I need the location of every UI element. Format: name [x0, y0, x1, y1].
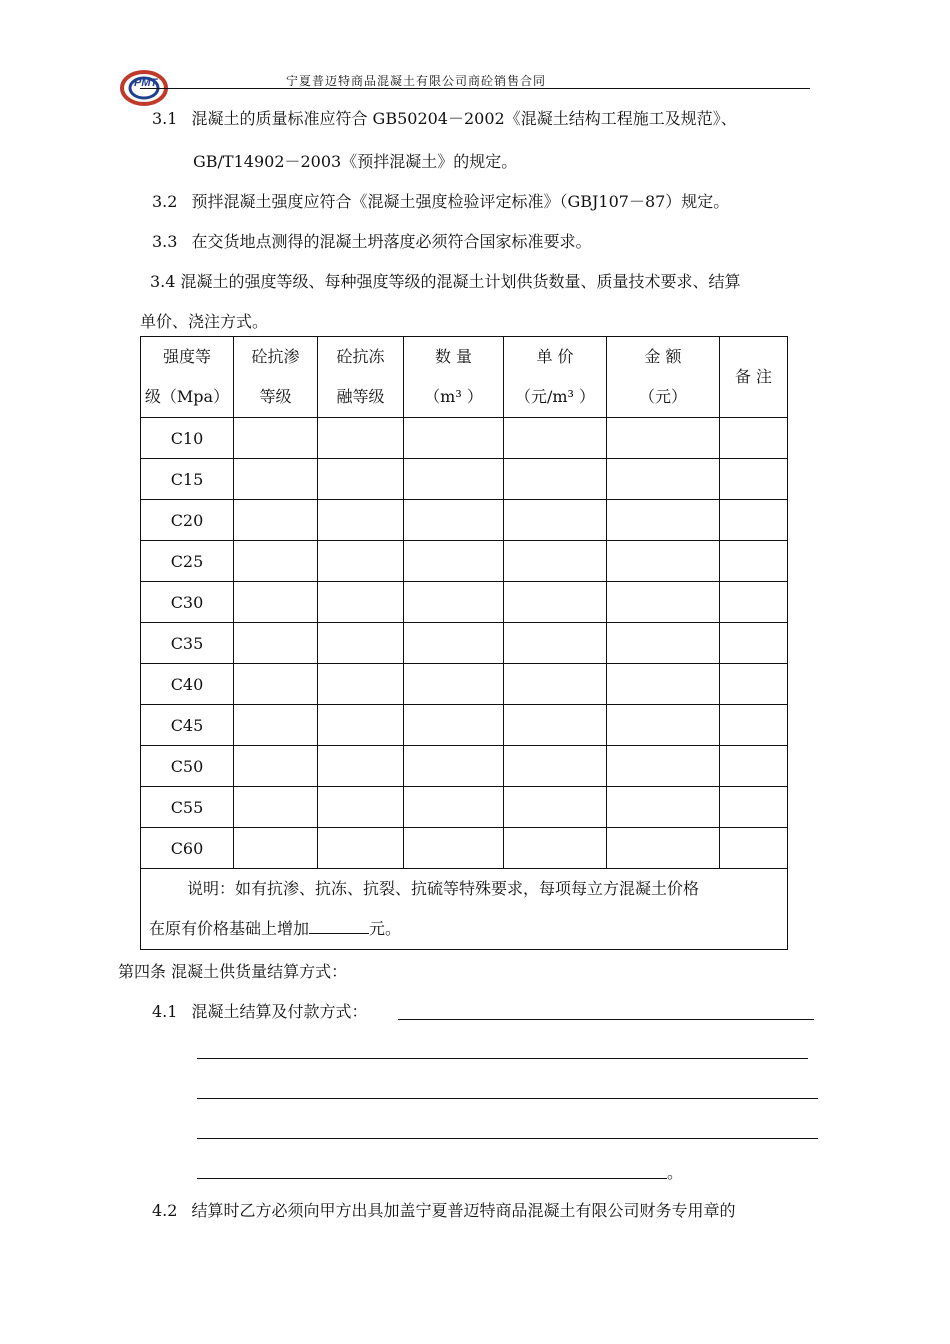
table-cell[interactable]: [504, 541, 607, 582]
header-freeze-thaw: 砼抗冻 融等级: [318, 337, 404, 418]
clause-text: 在交货地点测得的混凝土坍落度必须符合国家标准要求。: [191, 232, 592, 251]
table-cell[interactable]: [404, 623, 504, 664]
table-cell[interactable]: [720, 418, 788, 459]
table-row: [141, 582, 788, 623]
grade-cell: C60: [141, 828, 234, 869]
concrete-spec-table: [140, 336, 788, 950]
table-cell[interactable]: [607, 787, 720, 828]
table-cell[interactable]: [504, 828, 607, 869]
company-logo: [118, 64, 170, 108]
table-cell[interactable]: [234, 664, 318, 705]
table-cell[interactable]: [720, 746, 788, 787]
clause-3-1-cont: GB/T14902－2003《预拌混凝土》的规定。: [193, 152, 518, 171]
table-cell[interactable]: [234, 582, 318, 623]
table-cell[interactable]: [318, 582, 404, 623]
clause-text: 混凝土结算及付款方式：: [191, 1002, 368, 1021]
header-rule: [140, 88, 810, 89]
grade-cell: C35: [141, 623, 234, 664]
payment-method-blank-3[interactable]: [197, 1098, 818, 1099]
table-cell[interactable]: [504, 787, 607, 828]
table-cell[interactable]: [318, 746, 404, 787]
payment-method-blank-5[interactable]: [197, 1178, 667, 1179]
table-cell[interactable]: [504, 705, 607, 746]
table-cell[interactable]: [720, 705, 788, 746]
table-note: [141, 869, 788, 950]
table-cell[interactable]: [720, 459, 788, 500]
table-cell[interactable]: [318, 705, 404, 746]
table-cell[interactable]: [607, 828, 720, 869]
table-row: [141, 664, 788, 705]
table-cell[interactable]: [404, 705, 504, 746]
table-row: [141, 459, 788, 500]
clause-4-2: [152, 1198, 735, 1221]
clause-3-4-cont: 单价、浇注方式。: [140, 312, 269, 331]
clause-3-2: [152, 189, 729, 212]
table-cell[interactable]: [234, 459, 318, 500]
clause-4-1: [152, 999, 367, 1022]
header-impermeability: 砼抗渗 等级: [234, 337, 318, 418]
header-title: 宁夏普迈特商品混凝土有限公司商砼销售合同: [286, 74, 547, 88]
payment-method-blank-1[interactable]: [398, 1019, 814, 1020]
table-cell[interactable]: [404, 459, 504, 500]
table-cell[interactable]: [720, 582, 788, 623]
table-cell[interactable]: [318, 664, 404, 705]
table-cell[interactable]: [404, 828, 504, 869]
table-row: [141, 705, 788, 746]
table-cell[interactable]: [234, 500, 318, 541]
table-cell[interactable]: [607, 623, 720, 664]
table-cell[interactable]: [234, 623, 318, 664]
table-row: [141, 828, 788, 869]
table-cell[interactable]: [318, 418, 404, 459]
table-cell[interactable]: [234, 787, 318, 828]
clause-3-1: [152, 106, 737, 129]
table-cell[interactable]: [607, 500, 720, 541]
table-cell[interactable]: [404, 787, 504, 828]
payment-method-blank-2[interactable]: [197, 1058, 808, 1059]
table-cell[interactable]: [404, 418, 504, 459]
table-cell[interactable]: [234, 418, 318, 459]
grade-cell: C50: [141, 746, 234, 787]
table-cell[interactable]: [234, 705, 318, 746]
grade-cell: C25: [141, 541, 234, 582]
clause-text: 混凝土的质量标准应符合 GB50204－2002《混凝土结构工程施工及规范》、: [191, 109, 737, 128]
payment-method-blank-4[interactable]: [197, 1138, 818, 1139]
table-row: [141, 541, 788, 582]
table-cell[interactable]: [318, 500, 404, 541]
table-cell[interactable]: [720, 623, 788, 664]
grade-cell: C15: [141, 459, 234, 500]
table-cell[interactable]: [720, 500, 788, 541]
clause-4-1-end: 。: [667, 1163, 684, 1182]
table-cell[interactable]: [504, 418, 607, 459]
table-cell[interactable]: [404, 664, 504, 705]
table-cell[interactable]: [234, 541, 318, 582]
clause-number: 3.1: [152, 109, 178, 128]
table-row: [141, 623, 788, 664]
table-cell[interactable]: [318, 541, 404, 582]
table-note-row: [141, 869, 788, 950]
table-cell[interactable]: [720, 541, 788, 582]
grade-cell: C30: [141, 582, 234, 623]
note-line-1: 说明：如有抗渗、抗冻、抗裂、抗硫等特殊要求，每项每立方混凝土价格: [187, 879, 700, 898]
grade-cell: C55: [141, 787, 234, 828]
table-cell[interactable]: [234, 746, 318, 787]
table-row: [141, 418, 788, 459]
clause-text: 预拌混凝土强度应符合《混凝土强度检验评定标准》（GBJ107－87）规定。: [191, 192, 730, 211]
clause-3-4: 3.4 混凝土的强度等级、每种强度等级的混凝土计划供货数量、质量技术要求、结算: [150, 272, 741, 291]
table-cell[interactable]: [504, 664, 607, 705]
grade-cell: C20: [141, 500, 234, 541]
table-cell[interactable]: [504, 500, 607, 541]
price-increase-blank[interactable]: [309, 919, 369, 934]
table-cell[interactable]: [234, 828, 318, 869]
table-cell[interactable]: [607, 582, 720, 623]
table-cell[interactable]: [607, 664, 720, 705]
logo-text: PMT: [134, 77, 158, 89]
table-cell[interactable]: [607, 705, 720, 746]
article-4-title: 第四条 混凝土供货量结算方式：: [118, 962, 348, 981]
table-cell[interactable]: [318, 828, 404, 869]
table-cell[interactable]: [318, 459, 404, 500]
table-cell[interactable]: [607, 418, 720, 459]
table-cell[interactable]: [404, 746, 504, 787]
table-cell[interactable]: [504, 582, 607, 623]
table-cell[interactable]: [318, 787, 404, 828]
table-cell[interactable]: [318, 623, 404, 664]
clause-number: 3.3: [152, 232, 178, 251]
grade-cell: C10: [141, 418, 234, 459]
table-cell[interactable]: [607, 746, 720, 787]
clause-number: 4.2: [152, 1201, 178, 1220]
table-cell[interactable]: [607, 459, 720, 500]
header-amount: 金 额 （元）: [607, 337, 720, 418]
table-row: [141, 787, 788, 828]
table-row: [141, 500, 788, 541]
table-cell[interactable]: [607, 541, 720, 582]
table-cell[interactable]: [404, 541, 504, 582]
table-header-row: [141, 337, 788, 418]
header-remarks: 备 注: [720, 337, 788, 418]
table-cell[interactable]: [720, 787, 788, 828]
grade-cell: C40: [141, 664, 234, 705]
table-cell[interactable]: [504, 623, 607, 664]
table-cell[interactable]: [504, 746, 607, 787]
table-cell[interactable]: [720, 664, 788, 705]
clause-text: 结算时乙方必须向甲方出具加盖宁夏普迈特商品混凝土有限公司财务专用章的: [191, 1201, 736, 1220]
clause-number: 4.1: [152, 1002, 178, 1021]
header-strength-grade: 强度等 级（Mpa）: [141, 337, 234, 418]
clause-3-3: [152, 229, 591, 252]
table-row: [141, 746, 788, 787]
table-cell[interactable]: [404, 582, 504, 623]
grade-cell: C45: [141, 705, 234, 746]
table-cell[interactable]: [720, 828, 788, 869]
header-unit-price: 单 价 （元/m³ ）: [504, 337, 607, 418]
header-quantity: 数 量 （m³ ）: [404, 337, 504, 418]
table-cell[interactable]: [404, 500, 504, 541]
note-line-2: 在原有价格基础上增加 元。: [149, 919, 402, 938]
table-cell[interactable]: [504, 459, 607, 500]
clause-number: 3.2: [152, 192, 178, 211]
